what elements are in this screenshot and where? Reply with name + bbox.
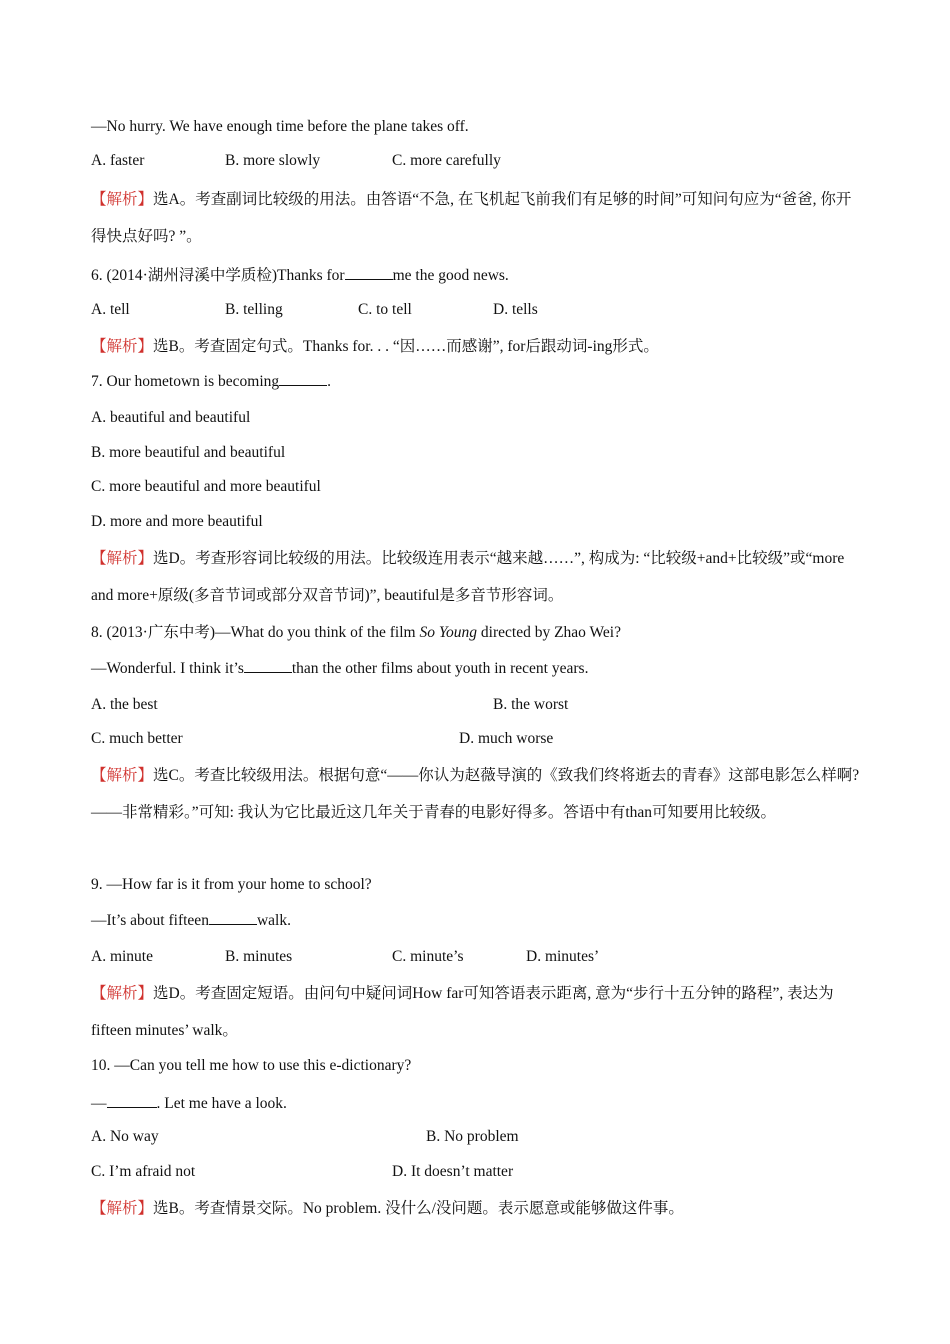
q10-reply: — . Let me have a look. — [91, 1095, 287, 1112]
q5-answer-line: —No hurry. We have enough time before the plane takes off. — [91, 118, 469, 135]
q10-option-a: A. No way — [91, 1128, 159, 1145]
q9-option-d: D. minutes’ — [526, 948, 600, 965]
answer-blank — [279, 371, 327, 386]
q6-stem: 6. (2014·湖州浔溪中学质检)Thanks for me the good news. — [91, 267, 509, 284]
q5-option-b: B. more slowly — [225, 152, 321, 169]
q8-analysis: 【解析】选C。考查比较级用法。根据句意“——你认为赵薇导演的《致我们终将逝去的青春》这部电影怎么样啊? ——非常精彩。”可知: 我认为它比最近这几年关于青春的电影好得多。答语中有than可知要用比较级。 — [91, 767, 860, 821]
q9-option-c: C. minute’s — [392, 948, 464, 965]
q7-option-a: A. beautiful and beautiful — [91, 409, 251, 426]
q10-option-c: C. I’m afraid not — [91, 1163, 196, 1180]
q6-option-d: D. tells — [493, 301, 538, 318]
analysis-tag: 【解析】 — [91, 338, 154, 355]
q9-option-a: A. minute — [91, 948, 153, 965]
q10-stem: 10. —Can you tell me how to use this e-dictionary? — [91, 1057, 412, 1074]
q10-option-d: D. It doesn’t matter — [392, 1163, 514, 1180]
q10-analysis: 【解析】选B。考查情景交际。No problem. 没什么/没问题。表示愿意或能够做这件事。 — [91, 1200, 684, 1217]
answer-blank — [209, 910, 257, 925]
q8-reply: —Wonderful. I think it’s than the other films about youth in recent years. — [91, 660, 589, 677]
q7-option-d: D. more and more beautiful — [91, 513, 263, 530]
q6-analysis: 【解析】选B。考查固定句式。Thanks for. . . “因……而感谢”, for后跟动词-ing形式。 — [91, 338, 659, 355]
answer-blank — [345, 265, 393, 280]
q6-option-c: C. to tell — [358, 301, 412, 318]
film-title: So Young — [419, 624, 478, 641]
q9-stem: 9. —How far is it from your home to school? — [91, 876, 372, 893]
q8-option-a: A. the best — [91, 696, 158, 713]
q6-option-b: B. telling — [225, 301, 283, 318]
q9-reply: —It’s about fifteen walk. — [91, 912, 291, 929]
q7-analysis: 【解析】选D。考查形容词比较级的用法。比较级连用表示“越来越……”, 构成为: “比较级+and+比较级”或“more and more+原级(多音节词或部分双音节词)”, beautiful是多音节形容词。 — [91, 550, 845, 604]
q8-option-d: D. much worse — [459, 730, 554, 747]
q9-option-b: B. minutes — [225, 948, 293, 965]
q7-option-b: B. more beautiful and beautiful — [91, 444, 286, 461]
analysis-tag: 【解析】 — [91, 1200, 154, 1217]
q6-option-a: A. tell — [91, 301, 130, 318]
answer-blank — [244, 658, 292, 673]
analysis-tag: 【解析】 — [91, 550, 154, 567]
q5-option-c: C. more carefully — [392, 152, 501, 169]
q5-option-a: A. faster — [91, 152, 145, 169]
q9-analysis: 【解析】选D。考查固定短语。由问句中疑问词How far可知答语表示距离, 意为“步行十五分钟的路程”, 表达为fifteen minutes’ walk。 — [91, 985, 834, 1039]
answer-blank — [107, 1093, 157, 1108]
analysis-tag: 【解析】 — [91, 985, 154, 1002]
analysis-tag: 【解析】 — [91, 191, 154, 208]
q8-option-b: B. the worst — [493, 696, 569, 713]
q5-analysis: 【解析】选A。考查副词比较级的用法。由答语“不急, 在飞机起飞前我们有足够的时间”可知问句应为“爸爸, 你开得快点好吗? ”。 — [91, 191, 852, 245]
q10-option-b: B. No problem — [426, 1128, 519, 1145]
q8-stem: 8. (2013·广东中考)—What do you think of the film So Young directed by Zhao Wei? — [91, 624, 621, 641]
analysis-tag: 【解析】 — [91, 767, 154, 784]
q7-stem: 7. Our hometown is becoming . — [91, 373, 332, 390]
q7-option-c: C. more beautiful and more beautiful — [91, 478, 321, 495]
q8-option-c: C. much better — [91, 730, 183, 747]
